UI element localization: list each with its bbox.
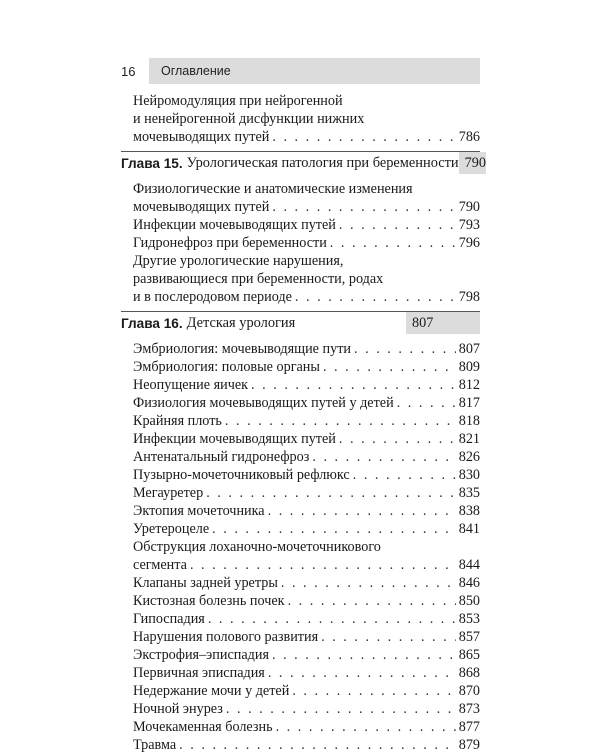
- leader-dots: [179, 736, 456, 754]
- toc-entry-page: 830: [458, 467, 480, 483]
- toc-entry[interactable]: [121, 592, 480, 610]
- chapter-heading-16[interactable]: [121, 311, 480, 334]
- toc-entry[interactable]: [121, 448, 480, 466]
- leader-dots: [226, 700, 456, 718]
- leader-dots: [288, 592, 456, 610]
- leader-dots: [354, 340, 456, 358]
- toc-entry-line: Другие урологические нарушения,: [133, 253, 344, 269]
- toc-entry[interactable]: [121, 358, 480, 376]
- toc-entry[interactable]: [121, 682, 480, 700]
- toc-entry-title: Нарушения полового развития: [133, 629, 319, 645]
- chapter-title: Детская урология: [186, 314, 296, 331]
- leader-dots: [206, 484, 456, 502]
- toc-entry[interactable]: [121, 394, 480, 412]
- leader-dots: [330, 234, 456, 252]
- toc-entry-page: 853: [458, 611, 480, 627]
- toc-entry-line: Физиологические и анатомические изменения: [133, 181, 413, 197]
- toc-entry-title: Кистозная болезнь почек: [133, 593, 285, 609]
- leader-dots: [323, 358, 456, 376]
- toc-entry-page: 846: [458, 575, 480, 591]
- toc-entry-title: сегмента: [133, 557, 187, 573]
- toc-entry-page: 807: [458, 341, 480, 357]
- toc-entry-title: Уретероцеле: [133, 521, 210, 537]
- leader-dots: [272, 198, 455, 216]
- toc-entry-page: 850: [458, 593, 480, 609]
- leader-dots: [312, 448, 455, 466]
- toc-entry-page: 796: [458, 235, 480, 251]
- table-of-contents: [121, 92, 486, 754]
- chapter-label: Глава 16.: [121, 315, 183, 331]
- toc-entry[interactable]: [121, 700, 480, 718]
- toc-entry-line: развивающиеся при беременности, родах: [133, 271, 384, 287]
- toc-entry-title: Неопущение яичек: [133, 377, 249, 393]
- leader-dots: [225, 412, 456, 430]
- toc-entry-page: 877: [458, 719, 480, 735]
- leader-dots: [272, 646, 456, 664]
- toc-entry-page: 817: [458, 395, 480, 411]
- toc-entry-page: 790: [458, 199, 480, 215]
- toc-entry-title: и в послеродовом периоде: [133, 289, 292, 305]
- leader-dots: [276, 718, 456, 736]
- running-header: [121, 58, 480, 84]
- toc-entry[interactable]: [121, 610, 480, 628]
- toc-entry-title: Инфекции мочевыводящих путей: [133, 431, 336, 447]
- toc-entry-page: 838: [458, 503, 480, 519]
- toc-entry-page: 821: [458, 431, 480, 447]
- toc-entry[interactable]: [121, 92, 480, 146]
- toc-entry[interactable]: [121, 252, 480, 306]
- toc-entry[interactable]: [121, 216, 480, 234]
- leader-dots: [268, 664, 456, 682]
- toc-entry[interactable]: [121, 646, 480, 664]
- toc-entry-page: 798: [458, 289, 480, 305]
- leader-dots: [208, 610, 456, 628]
- toc-entry[interactable]: [121, 520, 480, 538]
- toc-entry[interactable]: [121, 430, 480, 448]
- toc-entry[interactable]: [121, 180, 480, 216]
- toc-entry-page: 841: [458, 521, 480, 537]
- toc-entry[interactable]: [121, 628, 480, 646]
- toc-entry-title: Недержание мочи у детей: [133, 683, 290, 699]
- chapter-label: Глава 15.: [121, 155, 183, 171]
- toc-entry-page: 835: [458, 485, 480, 501]
- toc-entry-title: Антенатальный гидронефроз: [133, 449, 310, 465]
- toc-entry-page: 793: [458, 217, 480, 233]
- leader-dots: [295, 288, 456, 306]
- toc-entry-title: Эмбриология: мочевыводящие пути: [133, 341, 351, 357]
- leader-dots: [190, 556, 456, 574]
- leader-dots: [268, 502, 456, 520]
- leader-dots: [212, 520, 456, 538]
- toc-entry-page: 844: [458, 557, 480, 573]
- leader-dots: [251, 376, 456, 394]
- chapter-page: 807: [406, 312, 480, 334]
- toc-entry-title: Пузырно-мочеточниковый рефлюкс: [133, 467, 350, 483]
- toc-entry[interactable]: [121, 340, 480, 358]
- toc-entry-title: Крайняя плоть: [133, 413, 222, 429]
- header-title: Оглавление: [161, 64, 231, 78]
- toc-entry[interactable]: [121, 484, 480, 502]
- toc-entry-page: 818: [458, 413, 480, 429]
- toc-entry-title: Физиология мочевыводящих путей у детей: [133, 395, 394, 411]
- toc-entry-page: 865: [458, 647, 480, 663]
- toc-entry-title: Мегауретер: [133, 485, 204, 501]
- toc-entry-title: Гидронефроз при беременности: [133, 235, 327, 251]
- page-number: 16: [121, 63, 136, 79]
- leader-dots: [353, 466, 456, 484]
- toc-entry-title: Эмбриология: половые органы: [133, 359, 320, 375]
- toc-entry-page: 786: [458, 129, 480, 145]
- toc-entry[interactable]: [121, 574, 480, 592]
- toc-entry[interactable]: [121, 538, 480, 574]
- toc-entry-title: Травма: [133, 737, 177, 753]
- toc-entry-page: 812: [458, 377, 480, 393]
- toc-entry-title: Экстрофия–эписпадия: [133, 647, 269, 663]
- toc-entry-title: Инфекции мочевыводящих путей: [133, 217, 336, 233]
- toc-entry-page: 873: [458, 701, 480, 717]
- leader-dots: [272, 128, 455, 146]
- toc-entry-page: 826: [458, 449, 480, 465]
- header-bar: [149, 58, 480, 84]
- toc-entry[interactable]: [121, 466, 480, 484]
- toc-entry-title: Первичная эписпадия: [133, 665, 265, 681]
- chapter-title: Урологическая патология при беременности: [186, 154, 459, 171]
- toc-entry[interactable]: [121, 664, 480, 682]
- toc-entry-title: мочевыводящих путей: [133, 199, 270, 215]
- toc-entry-title: Клапаны задней уретры: [133, 575, 278, 591]
- toc-entry-title: Эктопия мочеточника: [133, 503, 265, 519]
- toc-entry-title: Гипоспадия: [133, 611, 205, 627]
- chapter-16-entries: [121, 340, 480, 754]
- toc-entry-page: 809: [458, 359, 480, 375]
- toc-entry-title: Мочекаменная болезнь: [133, 719, 273, 735]
- leader-dots: [339, 216, 456, 234]
- chapter-15-entries: [121, 180, 480, 306]
- toc-entry-line: Обструкция лоханочно-мочеточникового: [133, 539, 381, 555]
- chapter-page: 790: [459, 152, 486, 174]
- toc-entry-page: 857: [458, 629, 480, 645]
- leader-dots: [321, 628, 456, 646]
- toc-entry-page: 879: [458, 737, 480, 753]
- toc-entry-title: Ночной энурез: [133, 701, 223, 717]
- toc-entry-title: мочевыводящих путей: [133, 129, 270, 145]
- toc-entry[interactable]: [121, 736, 480, 754]
- toc-entry[interactable]: [121, 234, 480, 252]
- leader-dots: [281, 574, 456, 592]
- toc-entry-page: 868: [458, 665, 480, 681]
- toc-entry-line: и ненейрогенной дисфункции нижних: [133, 111, 365, 127]
- leader-dots: [339, 430, 456, 448]
- toc-entry[interactable]: [121, 412, 480, 430]
- toc-entry[interactable]: [121, 502, 480, 520]
- toc-entry[interactable]: [121, 718, 480, 736]
- leader-dots: [292, 682, 455, 700]
- leader-dots: [397, 394, 456, 412]
- toc-entry-page: 870: [458, 683, 480, 699]
- chapter-heading-15[interactable]: [121, 151, 486, 174]
- toc-entry[interactable]: [121, 376, 480, 394]
- toc-entry-line: Нейромодуляция при нейрогенной: [133, 93, 343, 109]
